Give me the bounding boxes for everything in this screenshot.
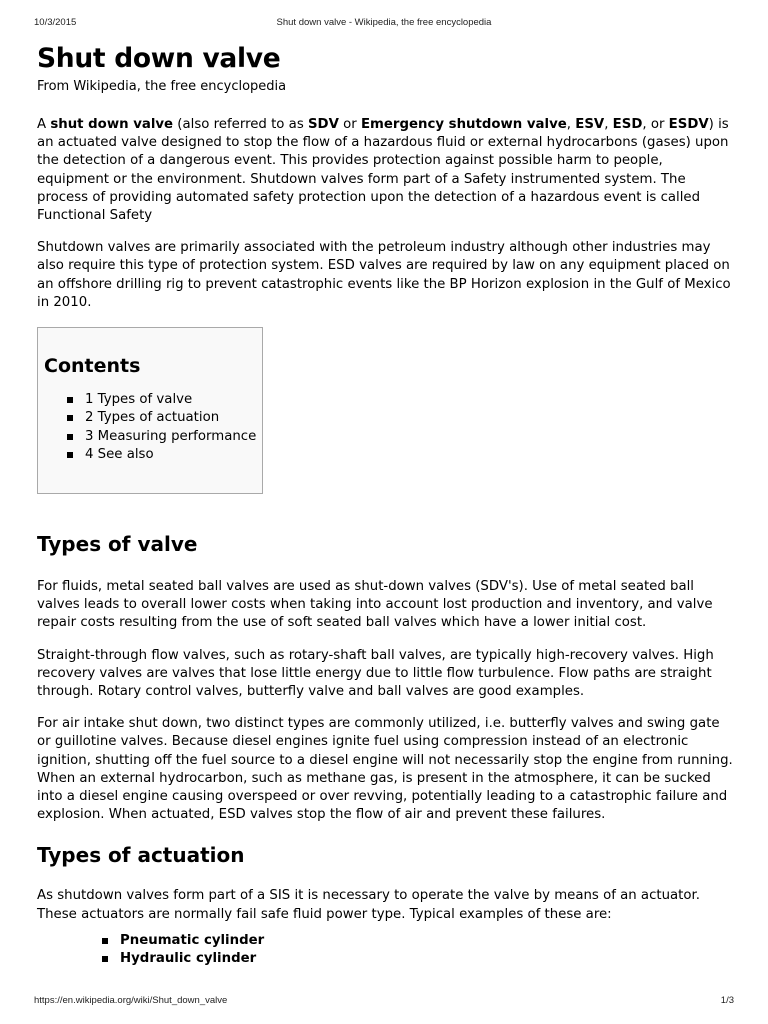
- term-esdv: ESDV: [668, 117, 709, 132]
- intro-paragraph-2: Shutdown valves are primarily associated with the petroleum industry although other industries may also require this type of protection system. ESD valves are required by law on any equipment placed on an offshore drilling rig to prevent catastrophic events like the BP Horizon explosion in the Gulf of Mexico in 2010.: [37, 240, 731, 310]
- valve-paragraph-3: For air intake shut down, two distinct types are commonly utilized, i.e. butterfly valves and swing gate or guillotine valves. Because diesel engines ignite fuel using compression instead of an electronic ignition, shutting off the fuel source to a diesel engine will not necessarily stop the engine from running. When an external hydrocarbon, such as methane gas, is present in the atmosphere, it can be sucked into a diesel engine causing overspeed or over revving, potentially leading to a catastrophic failure and explosion. When actuated, ESD valves stop the flow of air and prevent these failures.: [37, 716, 733, 823]
- page-title: Shut down valve: [37, 43, 281, 74]
- print-footer: [34, 995, 734, 1009]
- term-esd: ESD: [612, 117, 643, 132]
- article-content: [37, 40, 737, 968]
- toc-item-measuring-performance[interactable]: 3 Measuring performance: [67, 428, 262, 446]
- page-subtitle: From Wikipedia, the free encyclopedia: [37, 79, 287, 94]
- term-shut-down-valve: shut down valve: [50, 117, 174, 132]
- valve-paragraph-1: For fluids, metal seated ball valves are used as shut-down valves (SDV's). Use of metal seated ball valves leads to overall lower costs when taking into account lost production and inventory, and valve repair costs resulting from the use of soft seated ball valves which have a lower initial cost.: [37, 579, 713, 631]
- section-heading-types-of-actuation: Types of actuation: [37, 843, 245, 868]
- print-page-number: 1/3: [720, 995, 734, 1006]
- toc-item-types-of-valve[interactable]: 1 Types of valve: [67, 391, 262, 409]
- actuation-list: [37, 932, 737, 969]
- table-of-contents: [37, 327, 263, 494]
- toc-item-see-also[interactable]: 4 See also: [67, 446, 262, 464]
- print-header: [34, 17, 734, 31]
- term-esv: ESV: [575, 117, 605, 132]
- toc-item-types-of-actuation[interactable]: 2 Types of actuation: [67, 409, 262, 427]
- term-emergency-shutdown-valve: Emergency shutdown valve: [360, 117, 567, 132]
- term-sdv: SDV: [307, 117, 339, 132]
- toc-title: Contents: [44, 355, 141, 378]
- print-date: 10/3/2015: [34, 17, 77, 28]
- print-url: https://en.wikipedia.org/wiki/Shut_down_valve: [34, 995, 228, 1006]
- print-page-title: Shut down valve - Wikipedia, the free encyclopedia: [276, 17, 492, 28]
- list-item: Hydraulic cylinder: [102, 950, 737, 968]
- valve-paragraph-2: Straight-through flow valves, such as rotary-shaft ball valves, are typically high-recovery valves. High recovery valves are valves that lose little energy due to little flow turbulence. Flow paths are straight through. Rotary control valves, butterfly valve and ball valves are good examples.: [37, 647, 714, 700]
- actuation-paragraph: As shutdown valves form part of a SIS it is necessary to operate the valve by means of an actuator. These actuators are normally fail safe fluid power type. Typical examples of these are:: [37, 888, 701, 922]
- section-heading-types-of-valve: Types of valve: [37, 532, 198, 557]
- list-item: Pneumatic cylinder: [102, 932, 737, 950]
- intro-paragraph-1: A shut down valve (also referred to as SDV or Emergency shutdown valve, ESV, ESD, or ESDV) is an actuated valve designed to stop the flow of a hazardous fluid or external hydrocarbons (gases) upon the detection of a dangerous event. This provides protection against possible harm to people, equipment or the environment. Shutdown valves form part of a Safety instrumented system. The process of providing automated safety protection upon the detection of a hazardous event is called Functional Safety: [37, 117, 729, 224]
- toc-list: [44, 391, 262, 464]
